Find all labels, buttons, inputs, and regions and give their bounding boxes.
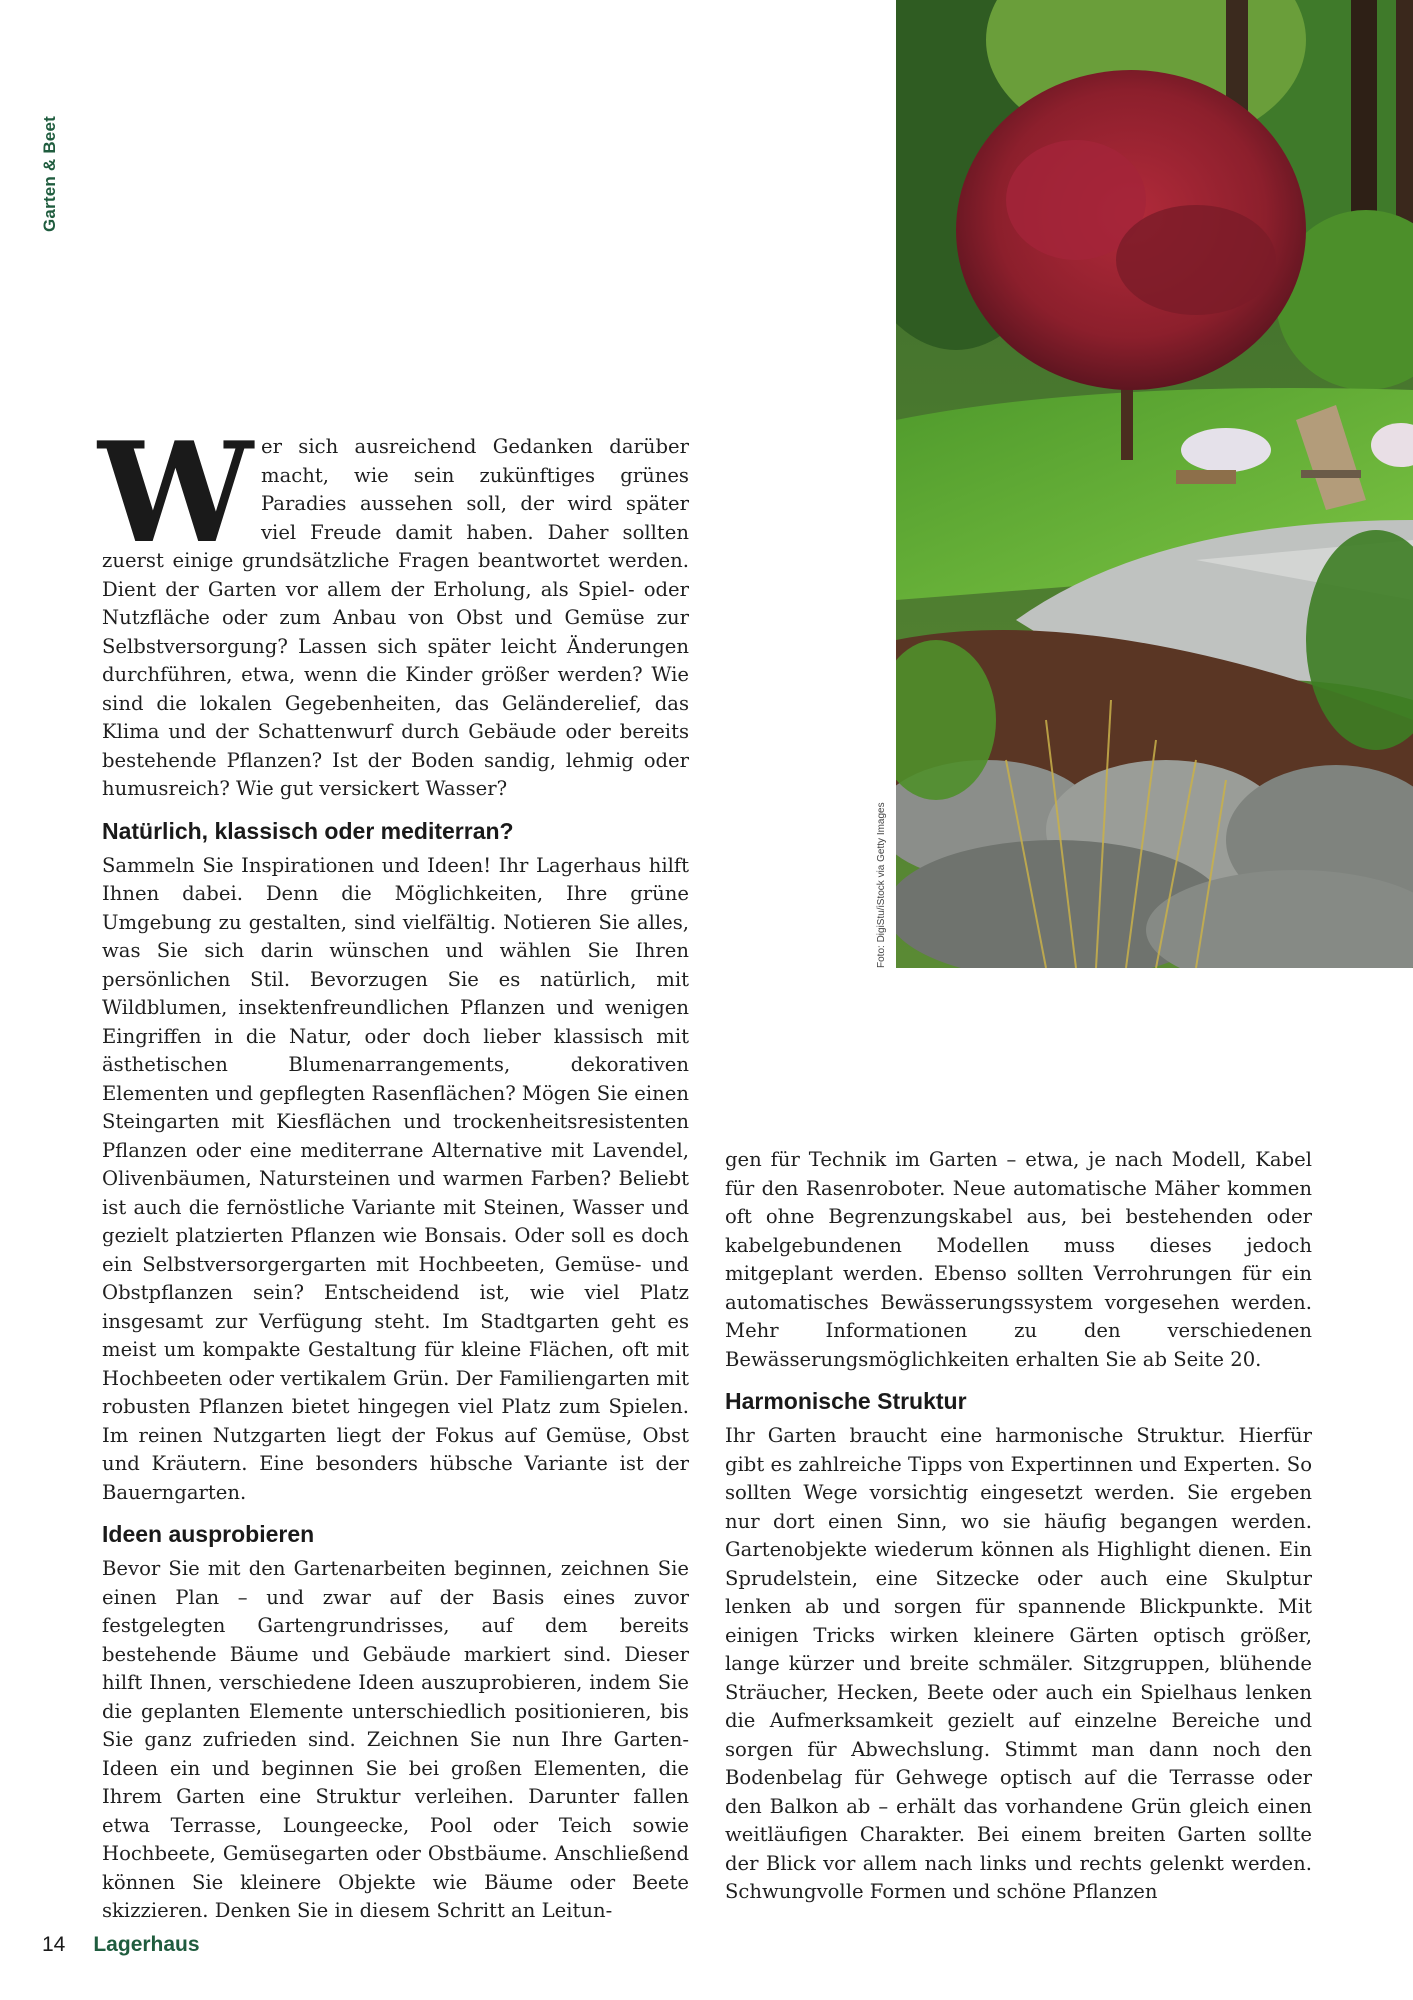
- garden-photo: [896, 0, 1413, 968]
- intro-text: er sich ausreichend Gedanken darüber macht, wie sein zukünftiges grünes Paradies aussehen soll, der wird später viel Freude damit haben. Daher sollten zuerst einige grundsätzliche Fragen beantwortet werden. Dient der Garten vor allem der Erholung, als Spiel- oder Nutzfläche oder zum Anbau von Obst und Gemüse zur Selbstversorgung? Lassen sich später leicht Änderungen durchführen, etwa, wenn die Kinder größer werden? Wie sind die lokalen Gegebenheiten, das Geländerelief, das Klima und der Schattenwurf durch Gebäude oder bereits bestehende Pflanzen? Ist der Boden sandig, lehmig oder humusreich? Wie gut versickert Wasser?: [102, 435, 689, 800]
- intro-paragraph: [98, 411, 689, 804]
- section3-paragraph: Ihr Garten braucht eine harmonische Struktur. Hierfür gibt es zahlreiche Tipps von Expertinnen und Experten. So sollten Wege vorsichtig eingesetzt werden. Sie ergeben nur dort einen Sinn, wo sie häufig begangen werden. Gartenobjekte wiederum können als Highlight dienen. Ein Sprudelstein, eine Sitzecke oder auch eine Skulptur lenken ab und sorgen für spannende Blickpunkte. Mit einigen Tricks wirken kleinere Gärten optisch größer, lange kürzer und breite schmäler. Sitzgruppen, blühende Sträucher, Hecken, Beete oder auch ein Spielhaus lenken die Aufmerksamkeit gezielt auf einzelne Bereiche und sorgen für Abwechslung. Stimmt man dann noch den Bodenbelag für Gehwege optisch auf die Terrasse oder den Balkon ab – erhält das vorhandene Grün gleich einen weitläufigen Charakter. Bei einem breiten Garten sollte der Blick vor allem nach links und rechts gelenkt werden. Schwungvolle Formen und schöne Pflanzen: [725, 1424, 1312, 1903]
- brand-name: Lagerhaus: [93, 1933, 200, 1956]
- section1-paragraph: Sammeln Sie Inspirationen und Ideen! Ihr Lagerhaus hilft Ihnen dabei. Denn die Möglichkeiten, Ihre grüne Umgebung zu gestalten, sind vielfältig. Notieren Sie alles, was Sie sich darin wünschen und wählen Sie Ihren persönlichen Stil. Bevorzugen Sie es natürlich, mit Wildblumen, insektenfreundlichen Pflanzen und wenigen Eingriffen in die Natur, oder doch lieber klassisch mit ästhetischen Blumenarrangements, dekorativen Elementen und gepflegten Rasenflächen? Mögen Sie einen Steingarten mit Kiesflächen und trockenheitsresistenten Pflanzen oder eine mediterrane Alternative mit Lavendel, Olivenbäumen, Natursteinen und warmen Farben? Beliebt ist auch die fernöstliche Variante mit Steinen, Wasser und gezielt platzierten Pflanzen wie Bonsais. Oder soll es doch ein Selbstversorgergarten mit Hochbeeten, Gemüse- und Obstpflanzen sein? Entscheidend ist, wie viel Platz insgesamt zur Verfügung steht. Im Stadtgarten geht es meist um kompakte Gestaltung für kleine Flächen, oft mit Hochbeeten oder vertikalem Grün. Der Familiengarten mit robusten Pflanzen bietet hingegen viel Platz zum Spielen. Im reinen Nutzgarten liegt der Fokus auf Gemüse, Obst und Kräutern. Eine besonders hübsche Variante ist der Bauerngarten.: [102, 853, 689, 1504]
- continuation-paragraph: gen für Technik im Garten – etwa, je nach Modell, Kabel für den Rasenroboter. Neue automatische Mäher kommen oft ohne Begrenzungskabel aus, bei bestehenden oder kabelgebundenen Modellen muss dieses jedoch mitgeplant werden. Ebenso sollten Verrohrungen für ein automatisches Bewässerungssystem vorgesehen werden. Mehr Informationen zu den verschiedenen Bewässerungsmöglichkeiten erhalten Sie ab Seite 20.: [725, 1148, 1312, 1371]
- page-footer: [42, 1933, 200, 1957]
- heading-harmonische-struktur: Harmonische Struktur: [725, 1388, 967, 1414]
- heading-ideen: Ideen ausprobieren: [102, 1521, 315, 1547]
- left-column: [98, 411, 689, 1926]
- photo-credit: Foto: DigiStu/iStock via Getty Images: [876, 802, 887, 968]
- drop-cap: W: [98, 411, 253, 574]
- section-label: Garten & Beet: [40, 116, 59, 232]
- page-number: 14: [42, 1933, 66, 1956]
- heading-natuerlich: Natürlich, klassisch oder mediterran?: [102, 817, 514, 844]
- garden-photo-illustration: [896, 0, 1413, 968]
- right-column: [725, 1146, 1312, 1907]
- section2-paragraph: Bevor Sie mit den Gartenarbeiten beginnen, zeichnen Sie einen Plan – und zwar auf der Basis eines zuvor festgelegten Gartengrundrisses, auf dem bereits bestehende Bäume und Gebäude markiert sind. Dieser hilft Ihnen, verschiedene Ideen auszuprobieren, indem Sie die geplanten Elemente unterschiedlich positionieren, bis Sie ganz zufrieden sind. Zeichnen Sie nun Ihre Garten-Ideen ein und beginnen Sie bei großen Elementen, die Ihrem Garten eine Struktur verleihen. Darunter fallen etwa Terrasse, Loungeecke, Pool oder Teich sowie Hochbeete, Gemüsegarten oder Obstbäume. Anschließend können Sie kleinere Objekte wie Bäume oder Beete skizzieren. Denken Sie in diesem Schritt an Leitun-: [102, 1557, 689, 1922]
